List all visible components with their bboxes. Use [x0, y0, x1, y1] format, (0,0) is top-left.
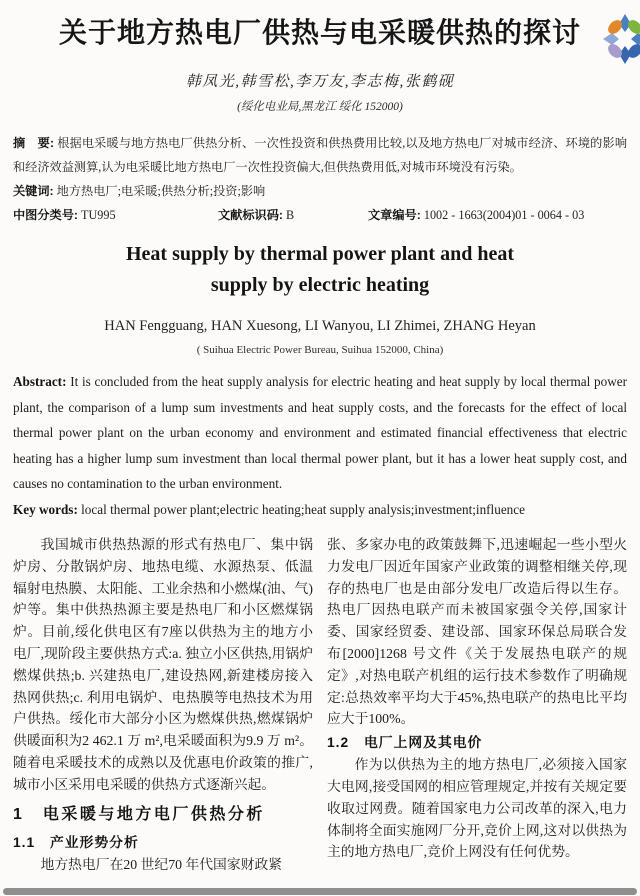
body-columns: [13, 534, 627, 882]
keywords-text-en: local thermal power plant;electric heating;heat supply analysis;investment;influence: [81, 501, 525, 517]
authors-en: HAN Fengguang, HAN Xuesong, LI Wanyou, LI Zhimei, ZHANG Heyan: [104, 318, 536, 334]
keywords-cn: [13, 179, 627, 203]
body-paragraph: 张、多家办电的政策鼓舞下,迅速崛起一些小型火力发电厂因近年国家产业政策的调整相继关停,现存的热电厂也是由部分发电厂改造后得以生存。热电厂因热电联产而未被国家强令关停,国家计委、国家经贸委、建设部、国家环保总局联合发布[2000]1268 号文件《关于发展热电联产的规定》,对热电联产机组的运行技术参数作了明确规定:总热效率平均大于45%,热电联产的热电比平均应大于100%。: [327, 537, 627, 727]
abstract-cn: [13, 131, 627, 179]
body-paragraph: 我国城市供热热源的形式有热电厂、集中锅炉房、分散锅炉房、地热电缆、水源热泵、低温辐射电热膜、太阳能、工业余热和小燃煤(油、气)炉等。集中供热热源主要是热电厂和小区燃煤锅炉。目前,绥化供电区有7座以供热为主的地方小电厂,现阶段主要供热方式:a. 独立小区供热,用锅炉燃煤供热;b. 兴建热电厂,建设热网,新建楼房接入热网供热;c. 利用电锅炉、电热膜等电热技术为用户供热。绥化市大部分小区为燃煤供热,燃煤锅炉供暖面积为2 462.1 万 m²,电采暖面积为9.9 万 m²。随着电采暖技术的成熟以及优惠电价政策的推广,城市小区采用电采暖的供热方式逐渐兴起。: [13, 537, 313, 792]
affiliation-en: ( Suihua Electric Power Bureau, Suihua 152000, China): [196, 344, 444, 356]
section-1-1-heading: 1.1 产业形势分析: [13, 834, 139, 850]
body-paragraph: 地方热电厂在20 世纪70 年代国家财政紧: [40, 856, 283, 872]
document-code: 文献标识码: B: [218, 208, 295, 222]
scan-edge-bar: [3, 888, 637, 895]
abstract-label-cn: 摘 要:: [13, 136, 55, 150]
section-1-heading: 1 电采暖与地方电厂供热分析: [13, 805, 265, 823]
affiliation-cn: (绥化电业局,黑龙江 绥化 152000): [237, 101, 403, 113]
right-column: [327, 534, 627, 882]
classification-row: [13, 203, 627, 227]
chinese-meta-block: [13, 131, 627, 227]
clc-number: 中图分类号: TU995: [13, 208, 116, 222]
article-title-en: [13, 239, 627, 301]
keywords-en: [13, 497, 627, 523]
keywords-label-cn: 关键词:: [13, 184, 54, 198]
keywords-text-cn: 地方热电厂;电采暖;供热分析;投资;影响: [56, 184, 266, 198]
english-abstract-block: [13, 369, 627, 522]
body-paragraph: 作为以供热为主的地方热电厂,必须接入国家大电网,接受国网的相应管理规定,并按有关规定要收取过网费。随着国家电力公司改革的深入,电力体制将全面实施网厂分开,竞价上网,这对以供热为主的地方热电厂,竞价上网没有任何优势。: [327, 757, 627, 860]
abstract-label-en: Abstract:: [13, 374, 67, 389]
left-column: [13, 534, 313, 882]
abstract-en: [13, 369, 627, 497]
title-en-line2: supply by electric heating: [210, 274, 430, 296]
section-1-2-heading: 1.2 电厂上网及其电价: [327, 735, 483, 751]
journal-pinwheel-logo-icon: [601, 13, 640, 65]
abstract-text-en: It is concluded from the heat supply analysis for electric heating and heat supply by local thermal power plant, the comparison of a lump sum investments and heat supply costs, and the forecasts for the effect of local thermal power plant on the urban economy and environment and estimated financial effectiveness that electric heating has a higher lump sum investment than local thermal power plant, but it has a lower heat supply cost, and causes no contamination to the urban environment.: [13, 374, 628, 491]
abstract-text-cn: 根据电采暖与地方热电厂供热分析、一次性投资和供热费用比较,以及地方热电厂对城市经济、环境的影响和经济效益测算,认为电采暖比地方热电厂一次性投资偏大,但供热费用低,对城市环境没有污染。: [13, 136, 628, 174]
article-id: 文章编号: 1002 - 1663(2004)01 - 0064 - 03: [368, 208, 585, 222]
article-title-cn: 关于地方热电厂供热与电采暖供热的探讨: [58, 17, 581, 48]
keywords-label-en: Key words:: [13, 501, 78, 517]
title-en-line1: Heat supply by thermal power plant and heat: [125, 243, 514, 265]
authors-cn: 韩凤光,韩雪松,李万友,李志梅,张鹤砚: [185, 74, 455, 90]
